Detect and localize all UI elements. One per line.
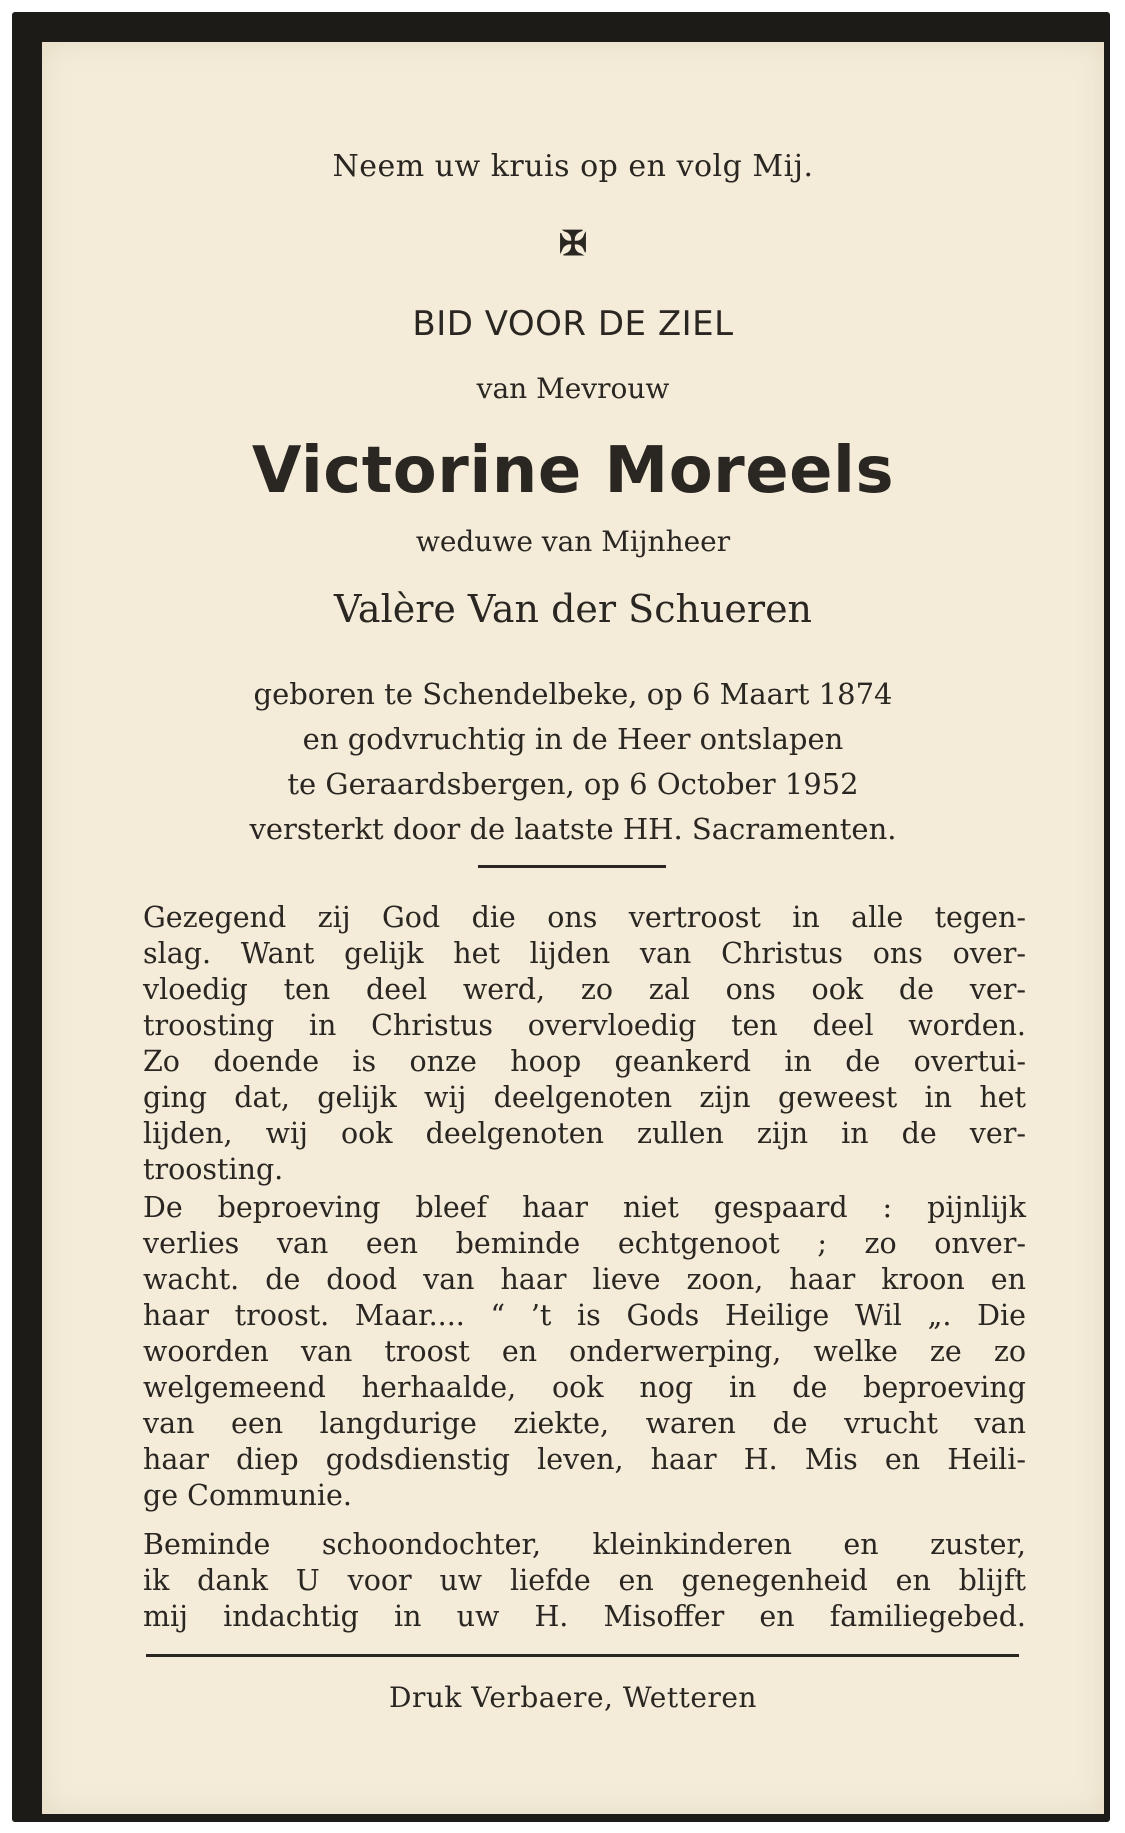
birth-line: geboren te Schendelbeke, op 6 Maart 1874	[253, 677, 893, 711]
text-line: Zo doende is onze hoop geankerd in de overtui-	[143, 1045, 1026, 1078]
life-details	[42, 672, 1104, 852]
prayer-heading: BID VOOR DE ZIEL	[412, 304, 734, 344]
cross-icon: ✠	[558, 224, 588, 264]
text-line: woorden van troost en onderwerping, welke ze zo	[143, 1335, 1026, 1368]
death-place-line: te Geraardsbergen, op 6 October 1952	[287, 767, 859, 801]
text-line: slag. Want gelijk het lijden van Christus ons over-	[143, 937, 1026, 970]
motto: Neem uw kruis op en volg Mij.	[332, 149, 814, 184]
sacraments-line: versterkt door de laatste HH. Sacramenten.	[249, 812, 897, 846]
spouse-name: Valère Van der Schueren	[333, 587, 813, 631]
text-line: wacht. de dood van haar lieve zoon, haar kroon en	[143, 1263, 1026, 1296]
text-line: verlies van een beminde echtgenoot ; zo onver-	[143, 1227, 1026, 1260]
paragraph-biography	[143, 1190, 1026, 1514]
text-line: ik dank U voor uw liefde en genegenheid en blijft	[143, 1564, 1026, 1597]
divider-short	[478, 865, 666, 868]
text-line: ge Communie.	[143, 1479, 352, 1512]
text-line: De beproeving bleef haar niet gespaard : pijnlijk	[143, 1191, 1026, 1224]
paragraph-farewell	[143, 1527, 1026, 1635]
memorial-card	[42, 42, 1104, 1814]
text-line: troosting in Christus overvloedig ten deel worden.	[143, 1009, 1026, 1042]
text-line: Beminde schoondochter, kleinkinderen en zuster,	[143, 1528, 1026, 1561]
text-line: Gezegend zij God die ons vertroost in alle tegen-	[143, 901, 1026, 934]
memorial-card-border	[12, 12, 1110, 1822]
paragraph-scripture	[143, 900, 1026, 1188]
divider-long	[146, 1654, 1019, 1657]
text-line: lijden, wij ook deelgenoten zullen zijn in de ver-	[143, 1117, 1026, 1150]
text-line: haar diep godsdienstig leven, haar H. Mis en Heili-	[143, 1443, 1026, 1476]
text-line: van een langdurige ziekte, waren de vrucht van	[143, 1407, 1026, 1440]
text-line: ging dat, gelijk wij deelgenoten zijn geweest in het	[143, 1081, 1026, 1114]
text-line: troosting.	[143, 1153, 284, 1186]
text-line: vloedig ten deel werd, zo zal ons ook de ver-	[143, 973, 1026, 1006]
deceased-name: Victorine Moreels	[251, 434, 895, 508]
death-line: en godvruchtig in de Heer ontslapen	[302, 722, 844, 756]
relation-line: weduwe van Mijnheer	[415, 525, 731, 558]
text-line: welgemeend herhaalde, ook nog in de beproeving	[143, 1371, 1026, 1404]
text-line: haar troost. Maar.... “ ’t is Gods Heilige Wil „. Die	[143, 1299, 1026, 1332]
card-content	[42, 42, 1104, 1814]
text-line: mij indachtig in uw H. Misoffer en familiegebed.	[143, 1600, 1026, 1633]
printer-imprint: Druk Verbaere, Wetteren	[389, 1681, 757, 1714]
honorific: van Mevrouw	[476, 372, 670, 405]
